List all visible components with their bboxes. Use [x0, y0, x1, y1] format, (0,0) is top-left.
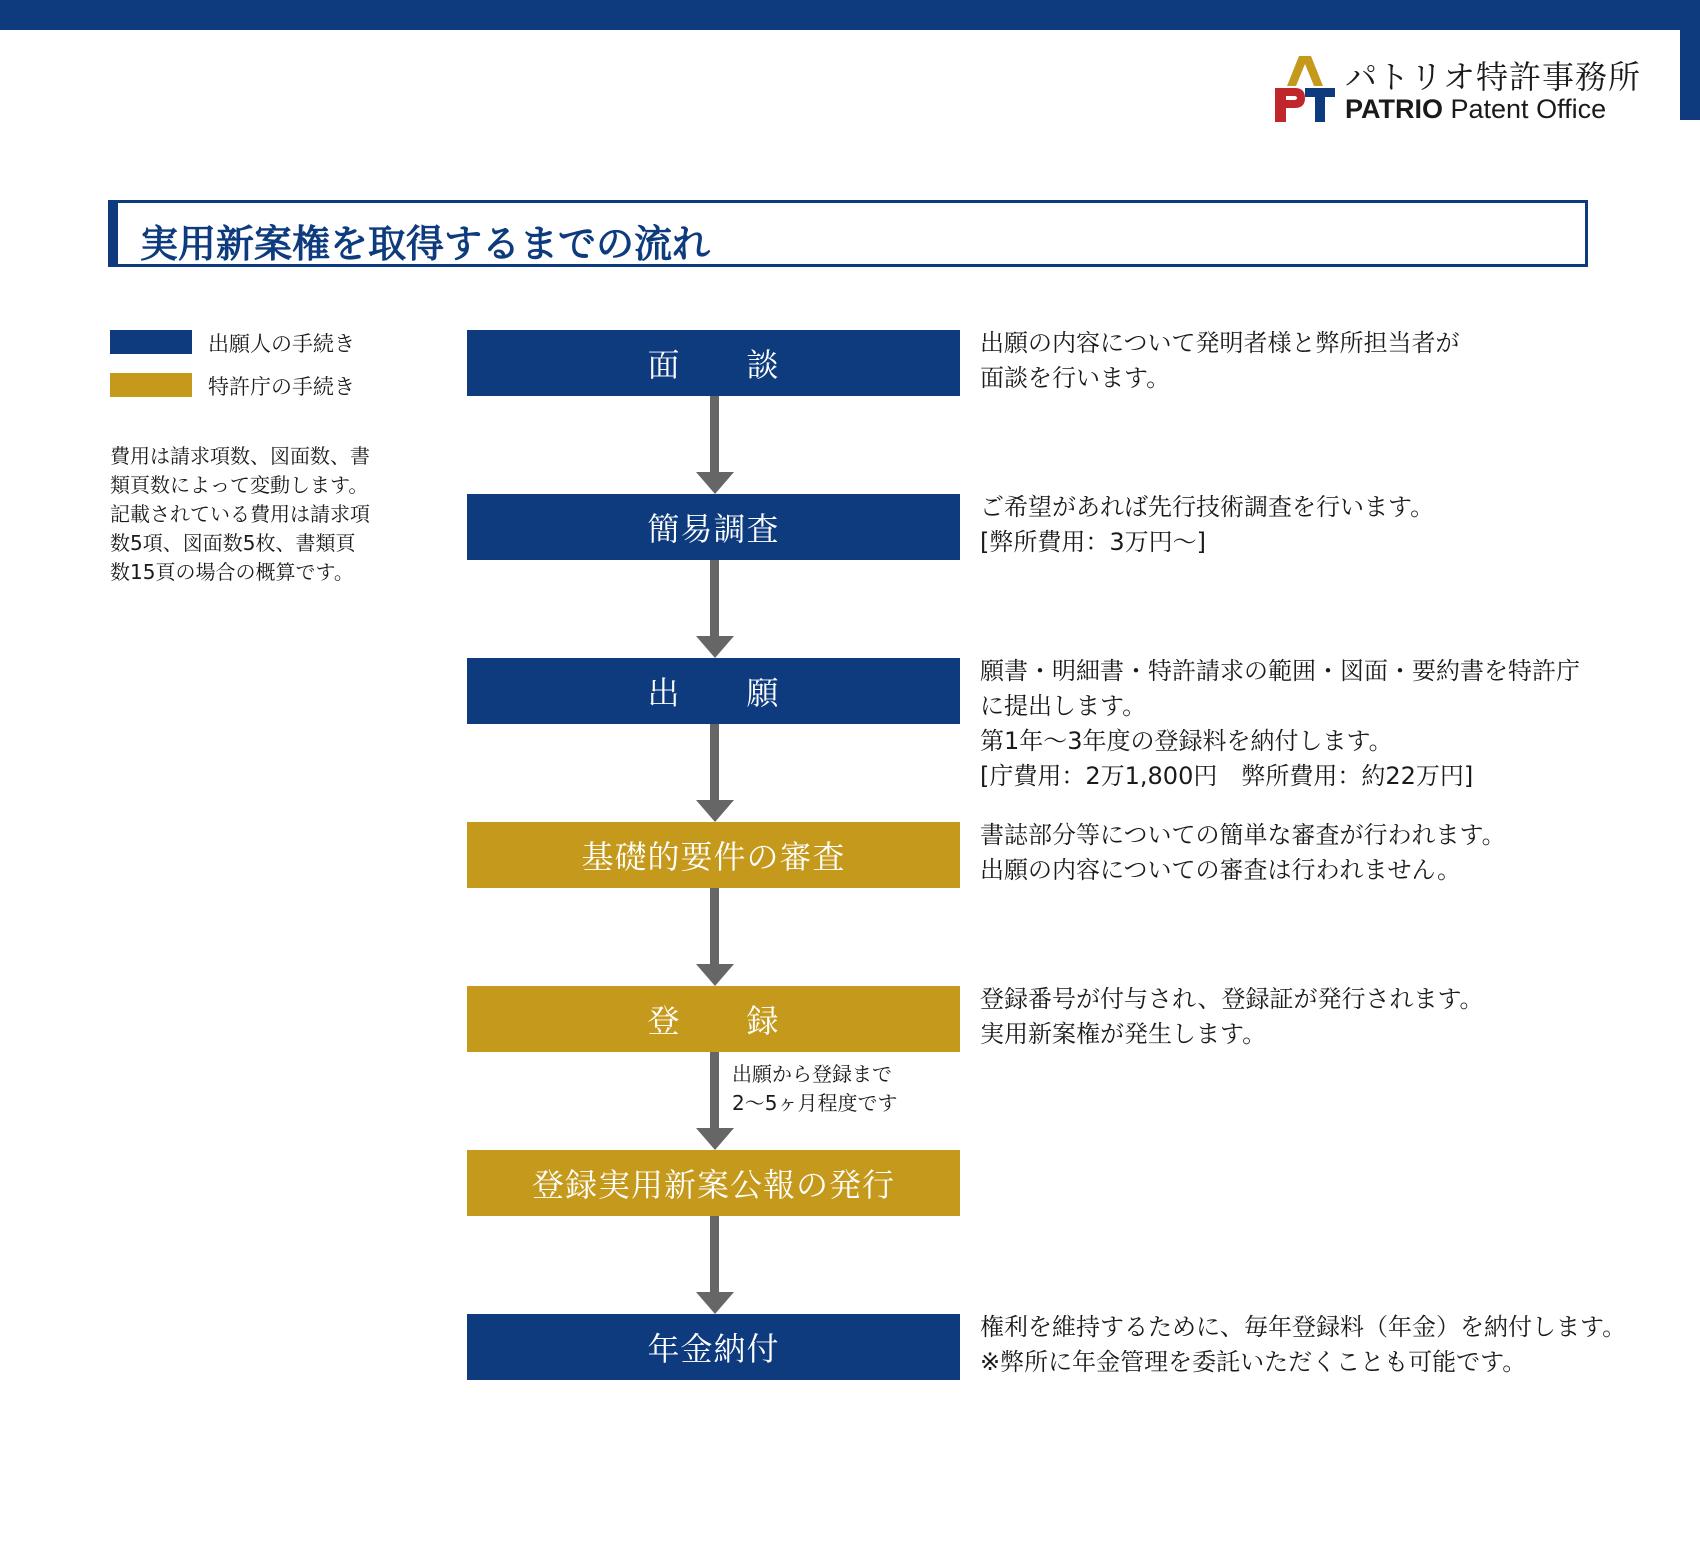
desc-registration — [980, 982, 1620, 1052]
logo-english-name — [1345, 94, 1606, 125]
arrow-down-icon — [696, 1128, 734, 1150]
step-gazette-publication: 登録実用新案公報の発行 — [467, 1150, 960, 1216]
desc-line: に提出します。 — [980, 692, 1147, 720]
step-registration: 登 録 — [467, 986, 960, 1052]
arrow-down-icon — [696, 472, 734, 494]
desc-line: 出願の内容についての審査は行われません。 — [980, 856, 1461, 884]
desc-prior-art-search — [980, 490, 1620, 560]
registration-timing-note — [732, 1060, 897, 1118]
step-filing: 出 願 — [467, 658, 960, 724]
desc-formal-examination — [980, 818, 1620, 888]
desc-line: [庁費用：2万1,800円 弊所費用：約22万円] — [980, 762, 1474, 790]
legend-label-applicant: 出願人の手続き — [208, 332, 355, 356]
desc-line: 出願の内容について発明者様と弊所担当者が — [980, 329, 1460, 357]
desc-line: 面談を行います。 — [980, 364, 1171, 392]
logo-english-rest: Patent Office — [1443, 94, 1607, 124]
step-interview: 面 談 — [467, 330, 960, 396]
cost-note: 費用は請求項数、図面数、書類頁数によって変動します。記載されている費用は請求項数5項、図面数5枚、書類頁数15頁の場合の概算です。 — [110, 444, 370, 584]
page-title: 実用新案権を取得するまでの流れ — [140, 222, 711, 266]
desc-line: ※弊所に年金管理を委託いただくことも可能です。 — [980, 1348, 1527, 1376]
logo — [1275, 52, 1655, 128]
desc-line: 第1年〜3年度の登録料を納付します。 — [980, 727, 1393, 755]
desc-line: 書誌部分等についての簡単な審査が行われます。 — [980, 821, 1506, 849]
timing-line: 出願から登録まで — [732, 1062, 892, 1086]
flow-connector — [710, 560, 719, 638]
desc-interview — [980, 326, 1620, 396]
flow-connector — [710, 396, 719, 474]
arrow-down-icon — [696, 964, 734, 986]
desc-line: 登録番号が付与され、登録証が発行されます。 — [980, 985, 1484, 1013]
flow-connector — [710, 1052, 719, 1130]
desc-filing — [980, 654, 1620, 794]
right-accent-bar — [1680, 0, 1700, 120]
step-prior-art-search: 簡易調査 — [467, 494, 960, 560]
flow-connector — [710, 724, 719, 802]
top-bar — [0, 0, 1700, 30]
logo-japanese-name: パトリオ特許事務所 — [1345, 58, 1642, 96]
desc-annuity-payment — [980, 1310, 1627, 1380]
patrio-logo-icon — [1275, 52, 1335, 122]
arrow-down-icon — [696, 636, 734, 658]
legend-swatch-applicant — [110, 330, 192, 354]
step-formal-examination: 基礎的要件の審査 — [467, 822, 960, 888]
page-title-box — [108, 200, 1588, 267]
desc-line: [弊所費用：3万円〜] — [980, 528, 1206, 556]
legend-label-office: 特許庁の手続き — [208, 375, 355, 399]
arrow-down-icon — [696, 1292, 734, 1314]
desc-line: 願書・明細書・特許請求の範囲・図面・要約書を特許庁 — [980, 657, 1580, 685]
timing-line: 2〜5ヶ月程度です — [732, 1091, 898, 1115]
desc-line: 実用新案権が発生します。 — [980, 1020, 1267, 1048]
logo-english-bold: PATRIO — [1345, 94, 1443, 124]
step-annuity-payment: 年金納付 — [467, 1314, 960, 1380]
desc-line: 権利を維持するために、毎年登録料（年金）を納付します。 — [980, 1313, 1627, 1341]
flow-connector — [710, 888, 719, 966]
desc-line: ご希望があれば先行技術調査を行います。 — [980, 493, 1435, 521]
legend-swatch-office — [110, 373, 192, 397]
arrow-down-icon — [696, 800, 734, 822]
flow-connector — [710, 1216, 719, 1294]
